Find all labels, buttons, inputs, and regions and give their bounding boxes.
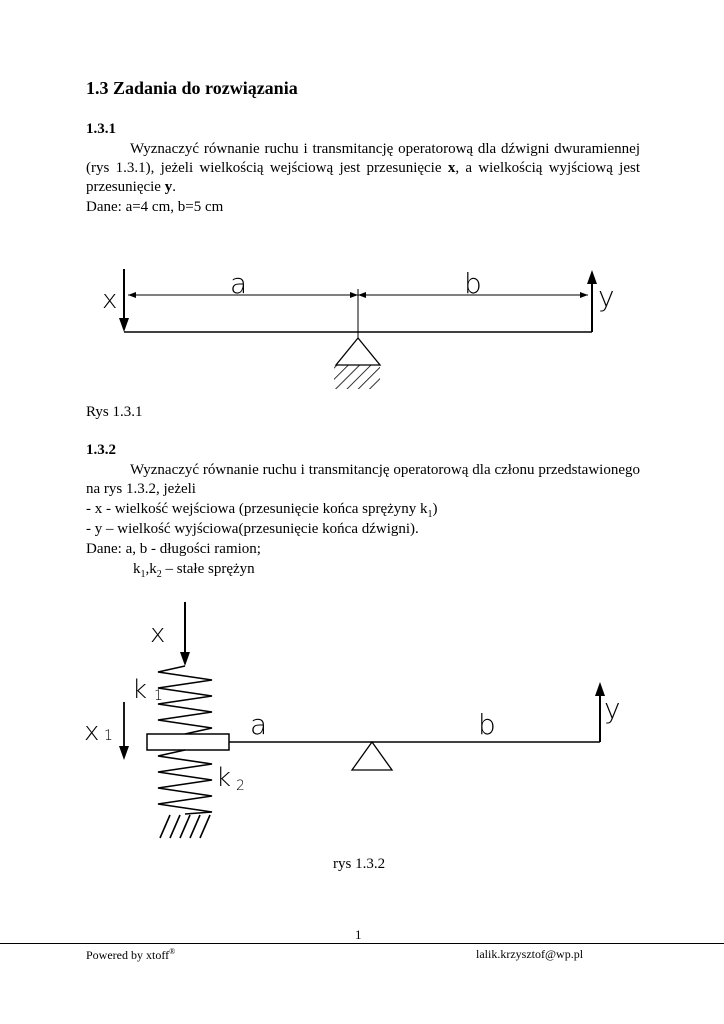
task2-springs-text: – stałe sprężyn [161, 561, 255, 577]
figure1-caption: Rys 1.3.1 [86, 404, 143, 420]
fig2-label-y: y [604, 692, 621, 725]
lever-end-block [147, 734, 229, 750]
footer-email[interactable]: lalik.krzysztof@wp.pl [476, 947, 584, 961]
fig2-label-k2: k [216, 763, 232, 793]
spring-k1 [158, 666, 212, 734]
fig2-pivot [352, 742, 392, 770]
figure2-caption: rys 1.3.2 [333, 856, 386, 872]
fig2-label-k2-sub: 2 [236, 778, 245, 794]
task1-given: Dane: a=4 cm, b=5 cm [86, 199, 224, 215]
fig1-label-a: a [230, 267, 248, 300]
task2-k2-sub: 2 [156, 569, 162, 580]
task2-line-y: - y – wielkość wyjściowa(przesunięcie końca dźwigni). [86, 521, 419, 537]
task2-k2: ,k [145, 561, 157, 577]
task2-intro: Wyznaczyć równanie ruchu i transmitancję operatorową dla członu przedstawionego na rys 1.3.2, jeżeli [86, 462, 640, 497]
fig2-label-x1-sub: 1 [104, 728, 113, 744]
fig2-label-b: b [478, 708, 496, 741]
task1-y-var: y [164, 179, 173, 195]
fig2-label-a: a [250, 708, 268, 741]
footer-rule [0, 943, 724, 944]
task1-number: 1.3.1 [86, 121, 116, 137]
fig2-ground-hatch [160, 815, 210, 838]
task1-text-b: , a wielkością wyjściową jest przesunięcie [86, 160, 640, 195]
page-number: 1 [355, 927, 362, 942]
footer-registered: ® [169, 947, 176, 956]
task2-given: Dane: a, b - długości ramion; [86, 541, 261, 557]
task2-k1: k [133, 561, 141, 577]
task2-line-x-sub: 1 [427, 509, 433, 520]
section-title: 1.3 Zadania do rozwiązania [86, 78, 298, 98]
footer-left [86, 947, 175, 963]
fig2-label-k1: k [132, 675, 148, 705]
task1-text-a: Wyznaczyć równanie ruchu i transmitancję operatorową dla dźwigni dwuramiennej (rys 1.3.1), jeżeli wielkością wejściową jest przesunięcie [86, 141, 640, 176]
task1-text-c: . [172, 179, 176, 195]
fig2-label-x: x [150, 619, 166, 649]
spring-k2 [158, 750, 212, 814]
fig2-label-k1-sub: 1 [154, 688, 163, 704]
task2-k1-sub: 1 [140, 569, 146, 580]
fig2-label-x1: x [84, 717, 100, 747]
fig1-label-b: b [464, 267, 482, 300]
fig1-label-x: x [102, 285, 118, 315]
footer-powered-by: Powered by xtoff [86, 948, 170, 962]
task2-number: 1.3.2 [86, 442, 116, 458]
task2-line-x-end: ) [432, 501, 438, 517]
fig1-label-y: y [598, 280, 615, 313]
task1-x-var: x [447, 160, 456, 176]
task2-line-x-text: - x - wielkość wejściowa (przesunięcie końca sprężyny k [86, 501, 428, 517]
